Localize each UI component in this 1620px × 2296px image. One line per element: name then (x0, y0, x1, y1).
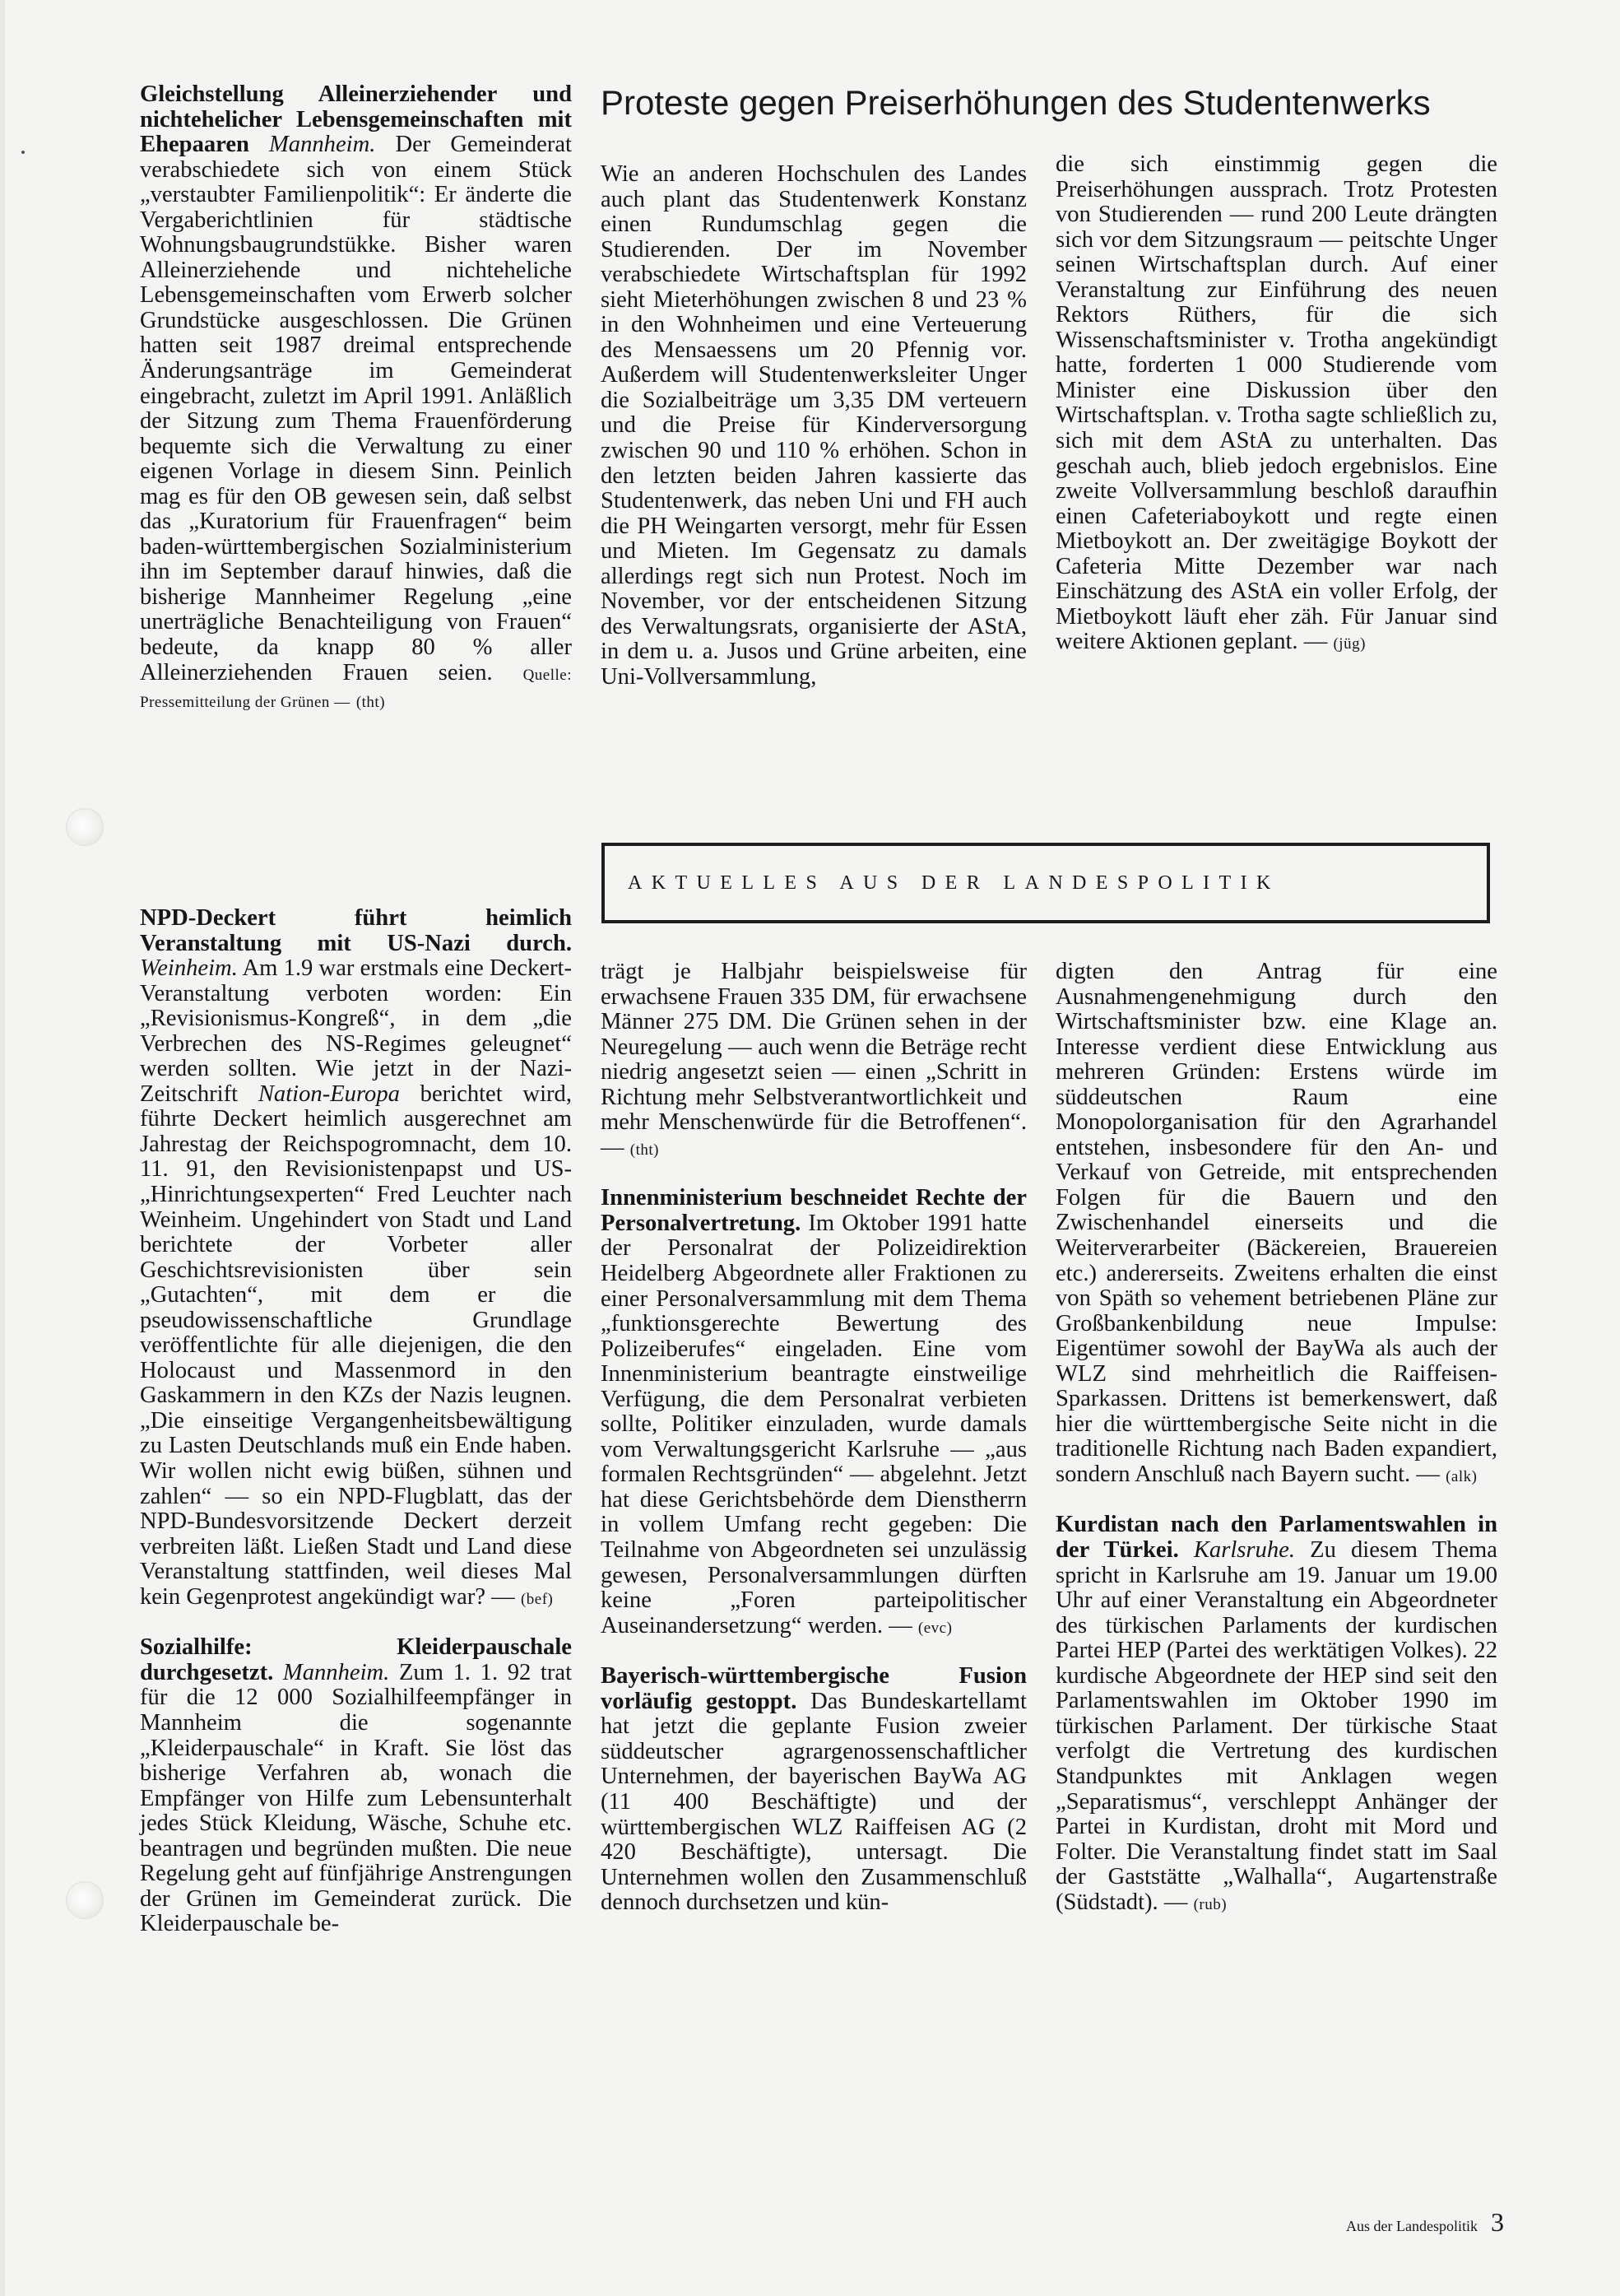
article-fusion-continued (1056, 960, 1497, 1490)
article-title: Gleichstellung Alleinerziehender und nichtehelicher Lebensgemeinschaften mit Ehepaaren (140, 81, 572, 158)
section-banner (601, 843, 1490, 923)
article-signature: (alk) (1446, 1467, 1478, 1485)
article-innenministerium (601, 1186, 1027, 1641)
article-signature: (bef) (520, 1590, 554, 1608)
article-title: Kurdistan nach den Parlamentswahlen in der Türkei. (1056, 1512, 1497, 1564)
article-body: Der Gemeinderat verabschiedete sich von einem Stück „verstaubter Familienpolitik“: Er änderte die Vergaberichtlinien für städtische Wohnungsbaugrundstükke. Bisher waren Alleinerziehende und nichteheliche Lebensgemeinschaften vom Erwerb solcher Grundstücke ausgeschlossen. Die Grünen hatten seit 1987 dreimal entsprechende Änderungsanträge im Gemeinderat eingebracht, zuletzt im April 1991. Anläßlich der Sitzung zum Thema Frauenförderung bequemte sich die Verwaltung zu einer eigenen Vorlage in diesem Sinn. Peinlich mag es für den OB gewesen sein, daß selbst das „Kuratorium für Frauenfragen“ beim baden-württembergischen Sozialministerium ihn im September darauf hinwies, daß die bisherige Mannheimer Regelung „eine unerträgliche Benachteiligung von Frauen“ bedeute, da knapp 80 % aller Alleinerziehenden Frauen seien. (140, 132, 572, 686)
article-body: Im Oktober 1991 hatte der Personalrat der Polizeidirektion Heidelberg Abgeordnete aller Fraktionen zu einer Personalversammlung mit dem Thema „funktionsgerechte Bewertung des Polizeiberufes“ eingeladen. Eine vom Innenministerium beantragte einstweilige Verfügung, die dem Personalrat verbieten sollte, Politiker einzuladen, wurde damals vom Verwaltungsgericht Karlsruhe — „aus formalen Rechtsgründen“ — abgelehnt. Jetzt hat diese Gerichtsbehörde dem Dienstherrn in vollem Umfang recht gegeben: Die Teilnahme von Abgeordneten sei unzulässig gewesen, Personalversammlungen dürften keine „Foren parteipolitischer Auseinandersetzung“ werden. — (601, 1210, 1027, 1638)
punch-hole-mark (66, 1881, 104, 1919)
section-title: AKTUELLES AUS DER LANDESPOLITIK (628, 871, 1280, 894)
article-body: Das Bundeskartellamt hat jetzt die geplante Fusion zweier süddeutscher agrargenossenschaftlicher Unternehmen, der bayerischen BayWa AG (11 400 Beschäftigte) und der württembergischen WLZ Raiffeisen AG (2 420 Beschäftigte), untersagt. Die Unternehmen wollen den Zusammenschluß dennoch durchsetzen und kün- (601, 1688, 1027, 1916)
page-number: 3 (1491, 2207, 1504, 2237)
page-footer (1315, 2207, 1504, 2238)
middle-column-lower (601, 960, 1027, 1916)
article-npd (140, 906, 572, 1612)
article-proteste-part-1 (601, 162, 1027, 690)
article-headline: Proteste gegen Preiserhöhungen des Studentenwerks (601, 83, 1431, 122)
article-body: Zum 1. 1. 92 trat für die 12 000 Sozialhilfeempfänger in Mannheim die sogenannte „Kleiderpauschale“ in Kraft. Sie löst das bisherige Verfahren ab, wonach die Empfänger von Hilfe zum Lebensunterhalt jedes Stück Kleidung, Wäsche, Schuhe etc. beantragen und begründen mußten. Die neue Regelung geht auf fünfjährige Anstrengungen der Grünen im Gemeinderat zurück. Die Kleiderpauschale be- (140, 1659, 573, 1937)
article-body: digten den Antrag für eine Ausnahmengenehmigung durch den Wirtschaftsminister bzw. eine Klage an. Interesse verdient diese Entwicklung aus mehreren Gründen: Erstens würde im süddeutschen Raum eine Monopolorganisation für den Agrarhandel entstehen, insbesondere für den An- und Verkauf von Getreide, mit entsprechenden Folgen für die Bauern und den Zwischenhandel einerseits und die Weiterverarbeiter (Bäckereien, Brauereien etc.) andererseits. Zweitens erhalten die einst von Späth so vehement betriebenen Pläne zur Großbankenbildung neue Impulse: Eigentümer sowohl der BayWa als auch der WLZ sind mehrheitlich die Raiffeisen-Sparkassen. Drittens ist bemerkenswert, daß hier die württembergische Seite nicht in die traditionelle Richtung nach Baden expandiert, sondern Anschluß nach Bayern sucht. — (1056, 959, 1497, 1487)
article-signature: (tht) (629, 1141, 659, 1159)
article-body: Wie an anderen Hochschulen des Landes auch plant das Studentenwerk Konstanz einen Rundumschlag gegen die Studierenden. Der im November verabschiedete Wirtschaftsplan für 1992 sieht Mieterhöhungen zwischen 8 und 23 % in den Wohnheimen und eine Verteuerung des Mensaessens um 20 Pfennig vor. Außerdem will Studentenwerksleiter Unger die Sozialbeiträge um 3,35 DM verteuern und die Preise für Kinderversorgung zwischen 90 und 110 % erhöhen. Schon in den letzten beiden Jahren kassierte das Studentenwerk, das neben Uni und FH auch die PH Weingarten versorgt, mehr für Essen und Mieten. Im Gegensatz zu damals allerdings regt sich nun Protest. Noch im November, vor der entscheidenen Sitzung des Verwaltungsrats, organisierte der AStA, in dem u. a. Jusos und Grüne arbeiten, eine Uni-Vollversammlung, (601, 161, 1027, 690)
article-signature: (rub) (1193, 1895, 1228, 1913)
article-body: Am 1.9 war erstmals eine Deckert-Veranstaltung verboten worden: Ein „Revisionismus-Kongreß“, in dem „die Verbrechen des NS-Regimes geleugnet“ werden sollten. Wie jetzt in der Nazi-Zeitschrift (140, 955, 572, 1107)
article-gleichstellung (140, 82, 572, 716)
article-kurdistan (1056, 1513, 1497, 1917)
article-body: berichtet wird, führte Deckert heimlich ausgerechnet am Jahrestag der Reichspogromnacht, dem 10. 11. 91, den Revisionistenpapst und US-„Hinrichtungsexperten“ Fred Leuchter nach Weinheim. Ungehindert von Stadt und Land berichtete der Vorbeter aller Geschichtsrevisionisten über sein „Gutachten“, mit dem er die pseudowissenschaftliche Grundlage veröffentlichte für alle diejenigen, die den Holocaust und Massenmord in den Gaskammern in den KZs der Nazis leugnen. „Die einseitige Vergangenheitsbewältigung zu Lasten Deutschlands muß ein Ende haben. Wir wollen nicht ewig büßen, sühnen und zahlen“ — so ein NPD-Flugblatt, das der NPD-Bundesvorsitzende Deckert derzeit verbreiten läßt. Ließen Stadt und Land diese Veranstaltung stattfinden, weil dieses Mal kein Gegenprotest angekündigt war? — (140, 1081, 572, 1610)
article-signature: (jüg) (1333, 635, 1366, 653)
article-place: Mannheim. (282, 1659, 390, 1685)
article-place: Weinheim. (140, 955, 238, 982)
magazine-name: Nation-Europa (258, 1081, 400, 1107)
article-body: Zu diesem Thema spricht in Karlsruhe am 19. Januar um 19.00 Uhr auf einer Veranstaltung ein Abgeordneter des türkischen Parlaments der kurdischen Partei HEP (Partei des werktätigen Volkes). 22 kurdische Abgeordnete der HEP sind seit den Parlamentswahlen im Oktober 1990 im türkischen Parlament. Der türkische Staat verfolgt die Vertretung des kurdischen Standpunktes mit Anklagen wegen „Separatismus“, verschleppt Anhänger der Partei in Kurdistan, droht mit Mord und Folter. Die Veranstaltung findet statt im Saal der Gaststätte „Walhalla“, Augartenstraße (Südstadt). — (1056, 1537, 1497, 1915)
right-column-lower (1056, 960, 1497, 1917)
article-place: Mannheim. (268, 132, 376, 158)
article-source: Quelle: Pressemitteilung der Grünen — (140, 666, 572, 712)
article-sozialhilfe (140, 1635, 572, 1937)
left-column-lower (140, 906, 572, 1937)
dust-speck (21, 151, 25, 154)
article-fusion (601, 1664, 1027, 1915)
article-title: Sozialhilfe: Kleiderpauschale durchgesetzt. (140, 1634, 572, 1685)
article-place: Karlsruhe. (1193, 1537, 1295, 1564)
article-title: Bayerisch-württembergische Fusion vorläufig gestoppt. (601, 1663, 1027, 1714)
article-signature: (evc) (917, 1619, 953, 1637)
punch-hole-mark (66, 808, 104, 846)
article-signature: (tht) (355, 694, 386, 712)
article-title: NPD-Deckert führt heimlich Veranstaltung mit US-Nazi durch. (140, 905, 572, 956)
article-sozialhilfe-continued (601, 960, 1027, 1163)
article-body: die sich einstimmig gegen die Preiserhöhungen aussprach. Trotz Protesten von Studierenden — rund 200 Leute drängten sich vor dem Sitzungsraum — peitschte Unger seinen Wirtschaftsplan durch. Auf einer Veranstaltung zur Einführung des neuen Rektors Rüthers, für die sich Wissenschaftsminister v. Trotha angekündigt hatte, forderten 1 000 Studierende vom Minister eine Diskussion über den Wirtschaftsplan. v. Trotha sagte schließlich zu, sich mit dem AStA zu unterhalten. Das geschah auch, blieb jedoch ergebnislos. Eine zweite Vollversammlung beschloß daraufhin einen Cafeteriaboykott und regte einen Mietboykott an. Der zweitägige Boykott der Cafeteria Mitte Dezember war nach Einschätzung des AStA ein voller Erfolg, der Mietboykott läuft eher zäh. Für Januar sind weitere Aktionen geplant. — (1056, 151, 1497, 655)
article-proteste-part-2 (1056, 152, 1497, 658)
article-body: trägt je Halbjahr beispielsweise für erwachsene Frauen 335 DM, für erwachsene Männer 275 DM. Die Grünen sehen in der Neuregelung — auch wenn die Beträge recht niedrig angesetzt seien — einen „Schritt in Richtung mehr Selbstverantwortlichkeit und mehr Menschenwürde für die Betroffenen“. — (601, 959, 1027, 1160)
footer-label: Aus der Landespolitik (1346, 2218, 1478, 2234)
article-title: Innenministerium beschneidet Rechte der Personalvertretung. (601, 1185, 1027, 1236)
